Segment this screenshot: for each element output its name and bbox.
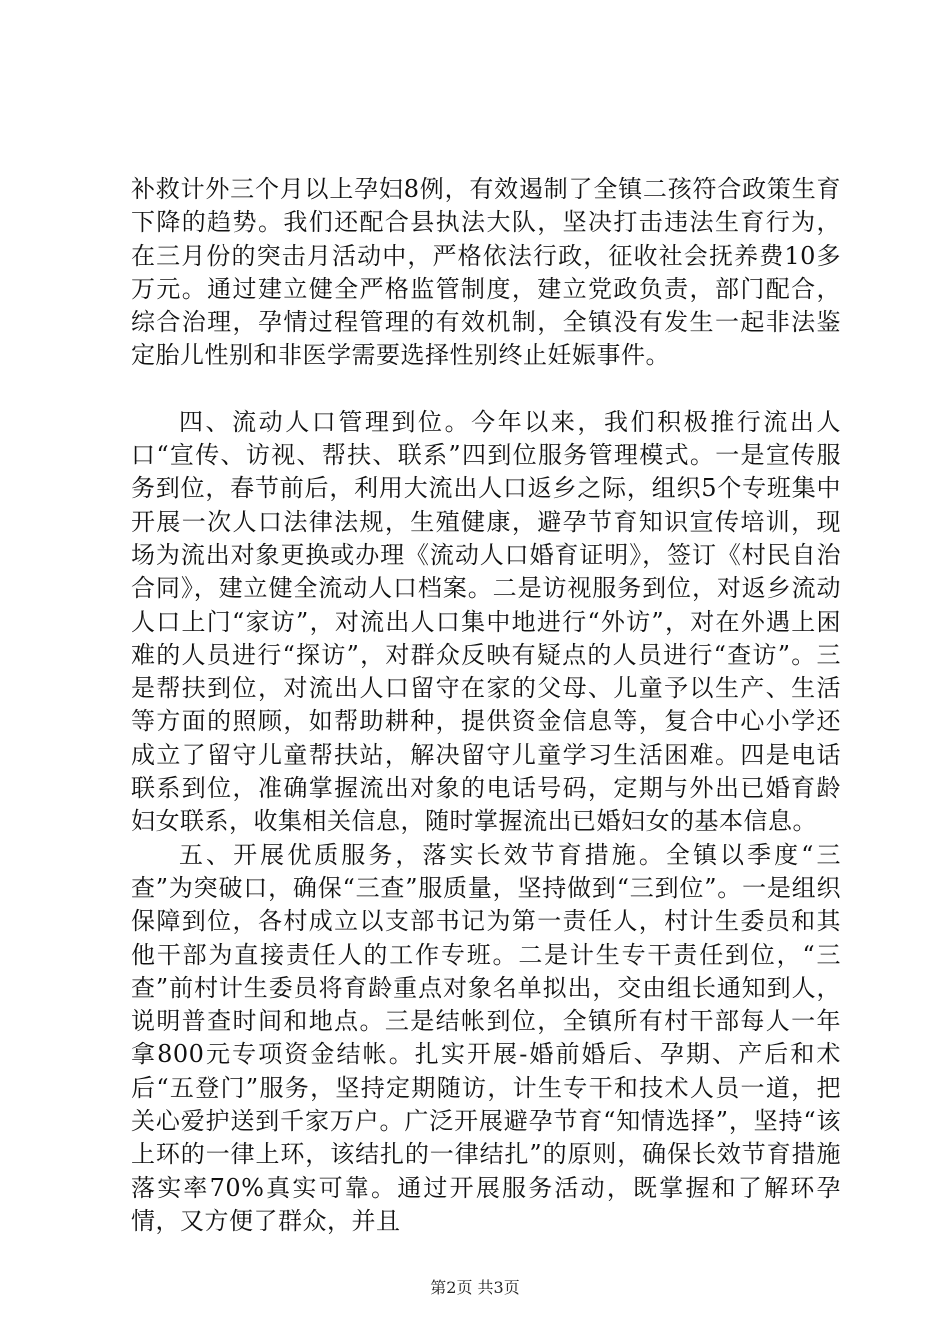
page-footer: 第2页 共3页 [430, 1278, 520, 1297]
paragraph-3: 五、开展优质服务，落实长效节育措施。全镇以季度“三查”为突破口，确保“三查”服质量，坚持做到“三到位”。一是组织保障到位，各村成立以支部书记为第一责任人，村计生委员和其他干部为直接责任人的工作专班。二是计生专干责任到位，“三查”前村计生委员将育龄重点对象名单拟出，交由组长通知到人，说明普查时间和地点。三是结帐到位，全镇所有村干部每人一年拿800元专项资金结帐。扎实开展-婚前婚后、孕期、产后和术后“五登门”服务，坚持定期随访，计生专干和技术人员一道，把关心爱护送到千家万户。广泛开展避孕节育“知情选择”，坚持“该上环的一律上环，该结扎的一律结扎”的原则，确保长效节育措施落实率70%真实可靠。通过开展服务活动，既掌握和了解环孕情，又方便了群众，并且 [131, 840, 841, 1235]
paragraph-2: 四、流动人口管理到位。今年以来，我们积极推行流出人口“宣传、访视、帮扶、联系”四到位服务管理模式。一是宣传服务到位，春节前后，利用大流出人口返乡之际，组织5个专班集中开展一次人口法律法规，生殖健康，避孕节育知识宣传培训，现场为流出对象更换或办理《流动人口婚育证明》，签订《村民自治合同》，建立健全流动人口档案。二是访视服务到位，对返乡流动人口上门“家访”，对流出人口集中地进行“外访”，对在外遇上困难的人员进行“探访”，对群众反映有疑点的人员进行“查访”。三是帮扶到位，对流出人口留守在家的父母、儿童予以生产、生活等方面的照顾，如帮助耕种，提供资金信息等，复合中心小学还成立了留守儿童帮扶站，解决留守儿童学习生活困难。四是电话联系到位，准确掌握流出对象的电话号码，定期与外出已婚育龄妇女联系，收集相关信息，随时掌握流出已婚妇女的基本信息。 [131, 407, 841, 836]
paragraph-1: 补救计外三个月以上孕妇8例，有效遏制了全镇二孩符合政策生育下降的趋势。我们还配合县执法大队，坚决打击违法生育行为，在三月份的突击月活动中，严格依法行政，征收社会抚养费10多万元。通过建立健全严格监管制度，建立党政负责，部门配合，综合治理，孕情过程管理的有效机制，全镇没有发生一起非法鉴定胎儿性别和非医学需要选择性别终止妊娠事件。 [131, 175, 841, 370]
document-body [131, 173, 841, 1238]
